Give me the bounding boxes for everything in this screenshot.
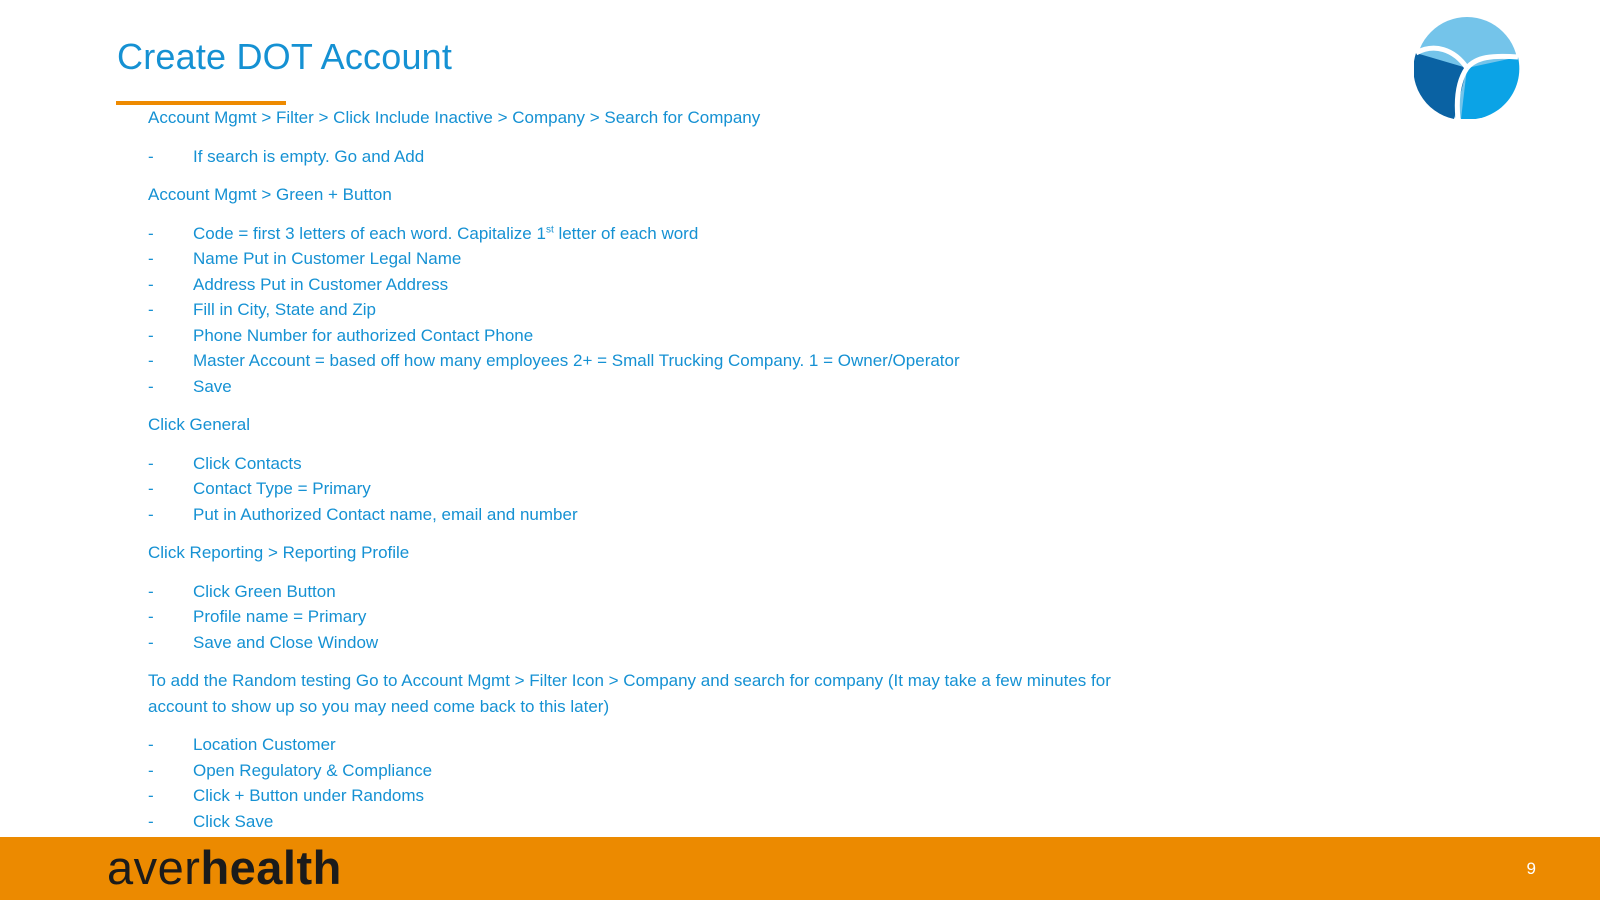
list-item: - Location Customer [148, 732, 1158, 758]
dash-bullet: - [148, 300, 154, 319]
step-random-testing: To add the Random testing Go to Account Mgmt > Filter Icon > Company and search for company (It may take a few minutes for account to show up so you may need come back to this later) [148, 671, 1111, 716]
dash-bullet: - [148, 811, 154, 831]
list-item: - Click Save [148, 809, 1158, 835]
list-item: - Put in Authorized Contact name, email and number [148, 502, 1158, 528]
list-item: - Save [148, 374, 1158, 400]
step-general: Click General [148, 415, 251, 434]
dash-bullet: - [148, 786, 154, 805]
step-add-account: Account Mgmt > Green + Button [148, 185, 392, 204]
dash-bullet: - [148, 376, 154, 396]
dash-bullet: - [148, 223, 154, 243]
list-item: - Click Contacts [148, 451, 1158, 477]
list-item: - Master Account = based off how many employees 2+ = Small Trucking Company. 1 = Owner/Operator [148, 348, 1158, 374]
dash-bullet: - [148, 479, 154, 498]
list-item: - Phone Number for authorized Contact Phone [148, 323, 1158, 349]
step-reporting: Click Reporting > Reporting Profile [148, 543, 410, 562]
page-number: 9 [1526, 859, 1536, 878]
list-item: - Address Put in Customer Address [148, 272, 1158, 298]
list-item: - Fill in City, State and Zip [148, 297, 1158, 323]
list-item: - Name Put in Customer Legal Name [148, 246, 1158, 272]
dash-bullet: - [148, 581, 154, 601]
circular-swoosh-logo-icon [1414, 17, 1520, 119]
dash-bullet: - [148, 632, 154, 652]
list-item: - Click + Button under Randoms [148, 783, 1158, 809]
dash-bullet: - [148, 760, 154, 780]
general-list [148, 451, 1158, 528]
dash-bullet: - [148, 453, 154, 473]
dash-bullet: - [148, 146, 154, 166]
reporting-list [148, 579, 1158, 656]
dash-bullet: - [148, 274, 154, 294]
list-item: - Code = first 3 letters of each word. Capitalize 1st letter of each word [148, 221, 1158, 247]
list-item: - If search is empty. Go and Add [148, 144, 1158, 170]
list-item: - Contact Type = Primary [148, 476, 1158, 502]
list-item: - Open Regulatory & Compliance [148, 758, 1158, 784]
dash-bullet: - [148, 351, 154, 370]
slide-body [148, 105, 1158, 847]
dash-bullet: - [148, 735, 154, 754]
dash-bullet: - [148, 325, 154, 345]
dash-bullet: - [148, 504, 154, 524]
list-item: - Profile name = Primary [148, 604, 1158, 630]
list-item: - Save and Close Window [148, 630, 1158, 656]
footer-bar [0, 837, 1600, 900]
account-search-list [148, 144, 1158, 170]
slide-title: Create DOT Account [117, 36, 453, 77]
step-account-search: Account Mgmt > Filter > Click Include Inactive > Company > Search for Company [148, 108, 761, 127]
dash-bullet: - [148, 249, 154, 268]
add-account-list [148, 221, 1158, 400]
dash-bullet: - [148, 607, 154, 626]
list-item: - Click Green Button [148, 579, 1158, 605]
brand-wordmark: averhealth [107, 841, 342, 894]
random-testing-list [148, 732, 1158, 834]
